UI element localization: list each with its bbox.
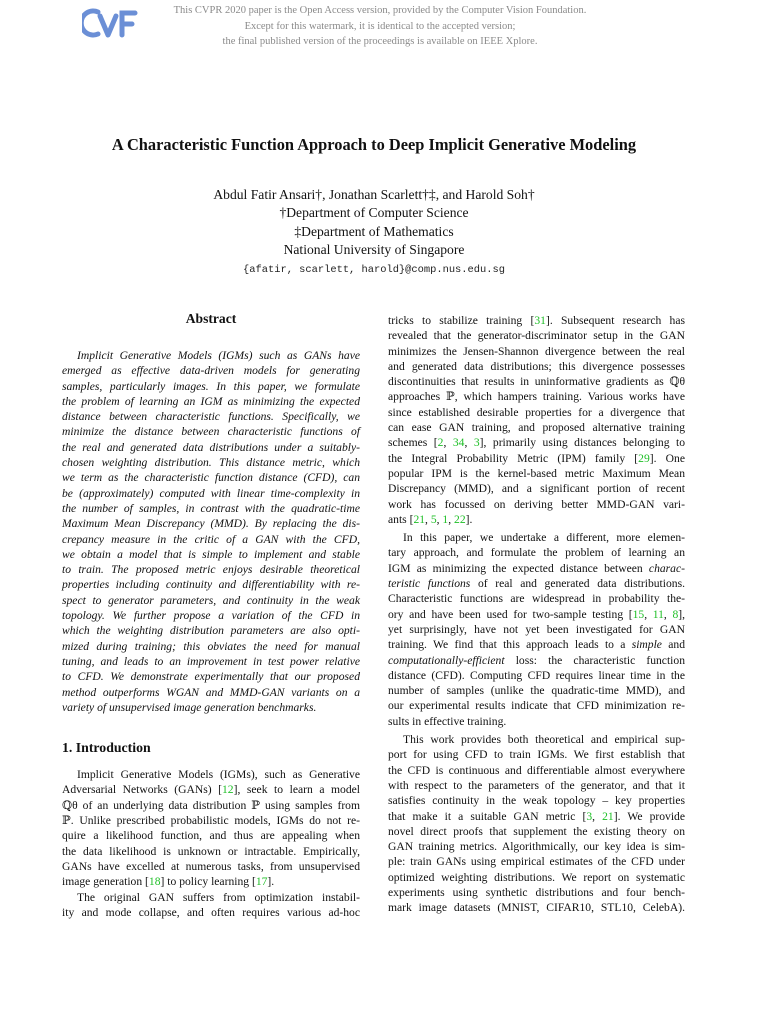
text-line: [388, 435, 685, 450]
text-span: ,: [644, 607, 653, 621]
affiliation: ‡Department of Mathematics: [294, 223, 454, 239]
text-span: ],: [678, 607, 686, 621]
text-line: [388, 451, 685, 466]
text-line: In this paper, we undertake a different, more elemen-: [403, 531, 685, 545]
text-span: ,: [663, 607, 673, 621]
text-line: novel direct proofs that supplement the existing theory on: [388, 824, 685, 838]
text-line: [388, 653, 685, 668]
watermark-line: This CVPR 2020 paper is the Open Access version, provided by the Computer Vision Foundation.: [173, 5, 587, 16]
text-line: distance (CFD). Computing CFD requires linear time in the: [388, 668, 685, 682]
citation-link[interactable]: 31: [534, 314, 546, 327]
text-line: [388, 512, 685, 527]
abstract-line: method outperforms WGAN and MMD-GAN variants on a: [62, 685, 360, 699]
text-span: ,: [436, 512, 443, 526]
right-column: [388, 313, 685, 916]
text-line: GAN training metrics. Algorithmically, our key idea is sim-: [388, 840, 685, 854]
text-line: [388, 637, 685, 652]
text-span: ], primarily using distances belonging to: [479, 436, 686, 450]
abstract-line: the real and generated data distributions under a suitably-: [62, 440, 360, 454]
abstract-line: variety of unsupervised image generation benchmarks.: [62, 700, 317, 714]
text-line: ity and mode collapse, and often requires various ad-hoc: [62, 905, 360, 919]
abstract-line: Maximum Mean Discrepancy (MMD). By replacing the dis-: [62, 517, 360, 531]
abstract-line: be (approximately) computed with linear time-complexity in: [62, 486, 360, 500]
text-span: tricks to stabilize training [: [388, 314, 535, 327]
text-line: with respect to the parameters of the generator, and that it: [388, 778, 685, 792]
citation-link[interactable]: 15: [632, 607, 645, 621]
text-span: ,: [425, 512, 431, 526]
text-line: number of samples (unlike the quadratic-time MMD), and: [388, 684, 685, 698]
abstract-line: properties including continuity and differentiability with re-: [62, 578, 360, 592]
intro-paragraph-2: [62, 890, 360, 921]
text-span: image generation [: [62, 875, 149, 889]
text-span: ], seek to learn a model: [233, 783, 360, 797]
abstract-line: the problem of learning an IGM as minimizing the expected: [62, 394, 360, 408]
text-span: ]. Subsequent research has: [545, 314, 686, 327]
text-span: that make it a suitable GAN metric [: [388, 809, 587, 823]
citation-link[interactable]: 12: [222, 783, 234, 797]
author-email: {afatir, scarlett, harold}@comp.nus.edu.sg: [243, 263, 505, 276]
text-span: ]. We provide: [613, 809, 685, 823]
abstract-line: topology. We further propose a variation of the CFD in: [62, 609, 360, 623]
text-line: Implicit Generative Models (IGMs), such as Generative: [77, 768, 360, 782]
right-paragraph-3: [388, 732, 685, 916]
abstract-line: emerged as effective data-driven models for generating: [62, 364, 360, 378]
right-paragraph-1: [388, 313, 685, 527]
text-span: and: [661, 638, 685, 652]
emphasis-text: teristic functions: [388, 577, 471, 591]
watermark-notice: [150, 3, 610, 50]
citation-link[interactable]: 11: [652, 607, 664, 621]
text-line: minimizes the Jensen-Shannon divergence between the real: [388, 344, 685, 358]
text-span: Adversarial Networks (GANs) [: [62, 783, 222, 797]
abstract-line: crepancy measure in the critic of a GAN with the CFD,: [62, 532, 360, 546]
abstract-line: chosen weighting distribution. This distance metric, which: [62, 456, 360, 470]
abstract-line: we obtain a model that is simple to implement and stable: [62, 547, 360, 561]
text-span: IGM as minimizing the expected distance between: [388, 561, 643, 575]
emphasis-text: simple: [631, 638, 662, 652]
text-span: ]. One: [649, 451, 685, 465]
text-span: loss: the characteristic function: [504, 653, 685, 667]
text-line: ℙ. Unlike prescribed probabilistic models, IGMs do not re-: [62, 814, 360, 828]
paper-title: A Characteristic Function Approach to Deep Implicit Generative Modeling: [111, 135, 637, 154]
text-span: ,: [448, 512, 455, 526]
text-line: Discrepancy (MMD), and a significant portion of recent: [388, 482, 685, 496]
text-line: optimized weighting distributions. We report on systematic: [388, 870, 685, 884]
text-line: [62, 874, 360, 889]
text-span: training. We find that this approach leads to a: [388, 638, 626, 652]
text-line: our experimental results indicate that CFD minimization re-: [388, 699, 685, 713]
text-line: work has focussed on deriving better MMD-GAN vari-: [388, 497, 685, 511]
text-span: schemes [: [388, 436, 438, 450]
text-line: revealed that the generator-discriminator setup in the GAN: [388, 329, 685, 343]
citation-link[interactable]: 1: [442, 512, 449, 526]
abstract-line: tuning, and leads to an improvement in test power relative: [62, 654, 360, 668]
affiliation: National University of Singapore: [283, 242, 465, 258]
abstract-heading: Abstract: [185, 311, 237, 326]
text-line: [388, 607, 685, 622]
text-line: quire a likelihood function, and thus are appealing when: [62, 829, 360, 843]
abstract-line: the number of samples, in contrast with the quadratic-time: [62, 501, 360, 515]
abstract-line: samples, particularly images. In this paper, we formulate: [62, 379, 360, 393]
text-span: ].: [267, 875, 275, 889]
text-line: popular IPM is the kernel-based metric Maximum Mean: [388, 466, 685, 480]
watermark-line: the final published version of the proceedings is available on IEEE Xplore.: [222, 36, 538, 47]
citation-link[interactable]: 21: [413, 512, 426, 526]
right-paragraph-2: [388, 530, 685, 729]
citation-link[interactable]: 5: [430, 512, 437, 526]
text-line: [62, 782, 360, 797]
citation-link[interactable]: 29: [638, 451, 650, 465]
abstract-line: mized during training; this obviates the need for manual: [62, 639, 360, 653]
emphasis-text: charac-: [648, 561, 685, 575]
citation-link[interactable]: 22: [454, 512, 466, 526]
text-line: discontinuities that results in uninformative gradients as ℚθ: [388, 375, 685, 389]
abstract-line: we term as the characteristic function distance (CFD), can: [62, 471, 360, 485]
citation-link[interactable]: 21: [602, 809, 614, 823]
emphasis-text: computationally-efficient: [388, 653, 505, 667]
intro-paragraph-1: [62, 767, 360, 889]
text-span: ,: [443, 436, 453, 450]
text-line: yet surprisingly, have not yet been investigated for GAN: [388, 622, 685, 636]
text-line: [388, 809, 685, 824]
text-line: Characteristic functions are widespread in probability the-: [388, 592, 685, 606]
abstract-line: which the weighting distribution parameters are also opti-: [62, 624, 360, 638]
author-names: Abdul Fatir Ansari†, Jonathan Scarlett†‡, and Harold Soh†: [213, 187, 535, 202]
text-line: ℚθ of an underlying data distribution ℙ using samples from: [62, 798, 360, 812]
citation-link[interactable]: 34: [452, 436, 465, 450]
text-span: ants [: [388, 512, 414, 526]
watermark-line: Except for this watermark, it is identical to the accepted version;: [244, 20, 516, 32]
text-line: [388, 576, 685, 591]
text-line: experiments using synthetic distributions and four bench-: [388, 885, 685, 899]
abstract-line: to CFD. We demonstrate experimentally that our proposed: [62, 670, 360, 684]
citation-link[interactable]: 8: [672, 607, 679, 621]
text-line: [388, 313, 685, 328]
citation-link[interactable]: 17: [255, 875, 268, 889]
text-line: sults in effective training.: [388, 714, 507, 728]
author-block: [24, 186, 724, 280]
text-line: port for using CFD to train IGMs. We first establish that: [388, 748, 685, 762]
affiliation: †Department of Computer Science: [279, 205, 469, 221]
text-span: ory and have been used for two-sample testing [: [388, 607, 633, 621]
text-line: and generated data distributions; this divergence possesses: [388, 359, 685, 373]
text-span: of real and generated data distributions.: [470, 577, 686, 591]
text-span: ].: [465, 512, 473, 526]
section-heading-introduction: 1. Introduction: [62, 740, 151, 756]
citation-link[interactable]: 2: [437, 436, 444, 450]
text-line: The original GAN suffers from optimization instabil-: [77, 890, 360, 904]
text-line: approaches ℙ, which hampers training. Various works have: [388, 390, 685, 404]
cvf-logo-icon: [82, 4, 142, 44]
left-column: [62, 311, 360, 920]
citation-link[interactable]: 3: [586, 809, 593, 823]
abstract-body: [62, 348, 360, 715]
text-span: ,: [592, 809, 603, 823]
text-line: [388, 561, 685, 576]
text-span: ,: [464, 436, 474, 450]
abstract-line: to train. The proposed metric enjoys desirable theoretical: [62, 563, 360, 577]
text-line: tary approach, and formulate the problem of learning an: [388, 546, 685, 560]
text-span: the Integral Probability Metric (IPM) family [: [388, 451, 639, 465]
text-line: ple: train GANs using empirical estimates of the CFD under: [388, 855, 685, 869]
citation-link[interactable]: 3: [473, 436, 480, 450]
abstract-line: spect to generator parameters, and continuity in the weak: [62, 593, 360, 607]
citation-link[interactable]: 18: [148, 875, 161, 889]
text-line: This work provides both theoretical and empirical sup-: [403, 733, 685, 747]
abstract-line: distance between characteristic functions. Specifically, we: [62, 410, 360, 424]
abstract-line: Implicit Generative Models (IGMs) such as GANs have: [77, 349, 360, 362]
text-span: ] to policy learning [: [160, 875, 256, 889]
text-line: can ease GAN training, and proposed alternative training: [388, 421, 685, 435]
text-line: satisfies continuity in the weak topology – key properties: [388, 794, 685, 808]
text-line: GANs have excelled at numerous tasks, from unsupervised: [62, 859, 360, 873]
text-line: mark image datasets (MNIST, CIFAR10, STL10, CelebA).: [388, 901, 685, 915]
text-line: the data likelihood is unknown or intractable. Empirically,: [62, 844, 360, 858]
abstract-line: minimize the distance between characteristic functions of: [62, 425, 360, 439]
text-line: since established desirable properties for a divergence that: [388, 405, 685, 419]
text-line: the CFD is continuous and differentiable almost everywhere: [388, 763, 685, 777]
